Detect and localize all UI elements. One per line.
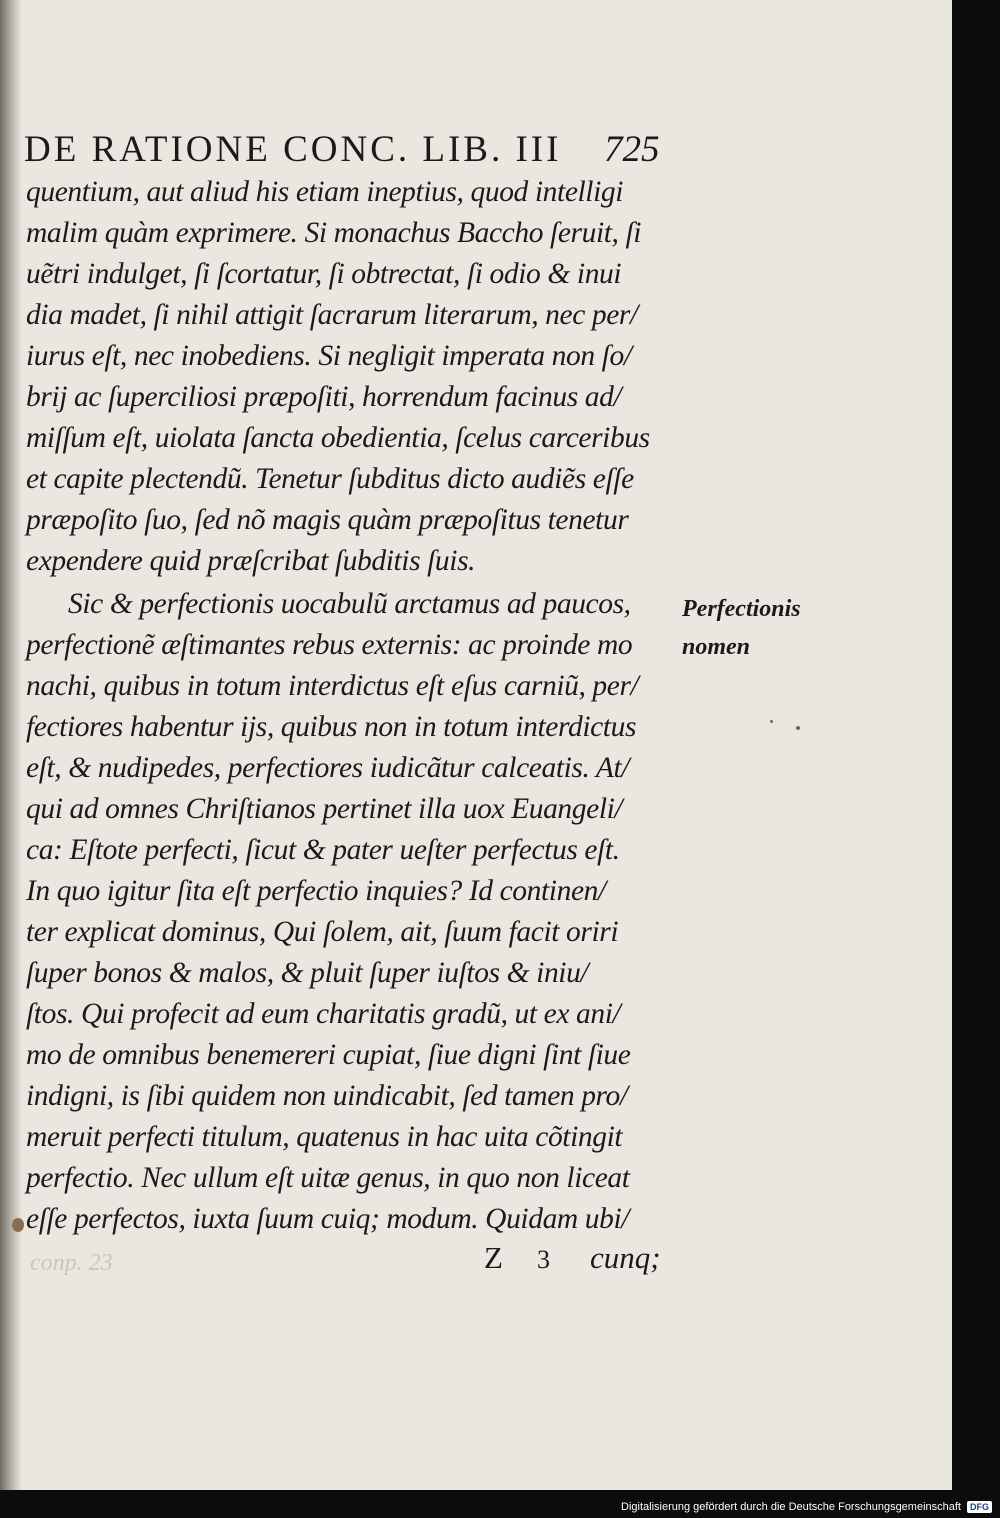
text-line: Sic & perfectionis uocabulũ arctamus ad paucos, [68,588,631,620]
page-gutter [0,0,22,1490]
footer [621,1498,992,1516]
text-line: mo de omnibus benemereri cupiat, ſiue digni ſint ſiue [26,1039,631,1071]
marginal-note: Perfectionis [682,596,801,622]
text-line: eſſe perfectos, iuxta ſuum cuiq; modum. Quidam ubi/ [26,1203,630,1235]
text-line: perfectio. Nec ullum eſt uitæ genus, in quo non liceat [26,1162,630,1194]
text-line: meruit perfecti titulum, quatenus in hac uita cõtingit [26,1121,623,1153]
signature-mark: Z [484,1240,503,1275]
text-line: fectiores habentur ijs, quibus non in totum interdictus [26,711,637,743]
paper-speck [770,720,773,723]
text-line: quentium, aut aliud his etiam ineptius, quod intelligi [26,176,624,208]
text-line: qui ad omnes Chriſtianos pertinet illa uox Euangeli/ [26,793,623,825]
show-through-text: conp. 23 [30,1250,113,1276]
text-line: ter explicat dominus, Qui ſolem, ait, ſuum facit oriri [26,916,619,948]
text-line: iurus eſt, nec inobediens. Si negligit imperata non ſo/ [26,340,632,372]
footer-credit: Digitalisierung gefördert durch die Deutsche Forschungsgemeinschaft [621,1501,961,1513]
running-head: DE RATIONE CONC. LIB. III [24,129,562,170]
paper-speck [796,726,800,730]
paper-stain [12,1218,24,1232]
marginal-note: nomen [682,634,751,660]
catchword: cunq; [589,1240,661,1275]
text-line: et capite plectendũ. Tenetur ſubditus dicto audiẽs eſſe [26,463,634,495]
page-number: 725 [604,129,660,170]
text-line: eſt, & nudipedes, perfectiores iudicãtur calceatis. At/ [26,752,630,784]
signature-number: 3 [536,1245,550,1274]
text-line: perfectionẽ æſtimantes rebus externis: ac proinde mo [26,629,633,661]
text-line: ſuper bonos & malos, & pluit ſuper iuſtos & iniu/ [26,957,589,989]
signature-line [484,1240,661,1276]
text-line: nachi, quibus in totum interdictus eſt eſus carniũ, per/ [26,670,639,702]
text-line: In quo igitur ſita eſt perfectio inquies? Id continen/ [26,875,606,907]
text-line: brij ac ſuperciliosi præpoſiti, horrendum facinus ad/ [26,381,622,413]
dfg-logo-icon: DFG [967,1501,992,1513]
text-line: uẽtri indulget, ſi ſcortatur, ſi obtrectat, ſi odio & inui [26,258,622,290]
text-line: expendere quid præſcribat ſubditis ſuis. [26,545,476,577]
text-line: præpoſito ſuo, ſed nõ magis quàm præpoſitus tenetur [26,504,629,536]
text-line: malim quàm exprimere. Si monachus Baccho ſeruit, ſi [26,217,642,249]
text-line: dia madet, ſi nihil attigit ſacrarum literarum, nec per/ [26,299,638,331]
text-line: ſtos. Qui profecit ad eum charitatis gradũ, ut ex ani/ [26,998,621,1030]
text-line: ca: Eſtote perfecti, ſicut & pater ueſter perfectus eſt. [26,834,620,866]
text-line: indigni, is ſibi quidem non uindicabit, ſed tamen pro/ [26,1080,628,1112]
text-line: miſſum eſt, uiolata ſancta obedientia, ſcelus carceribus [26,422,650,454]
